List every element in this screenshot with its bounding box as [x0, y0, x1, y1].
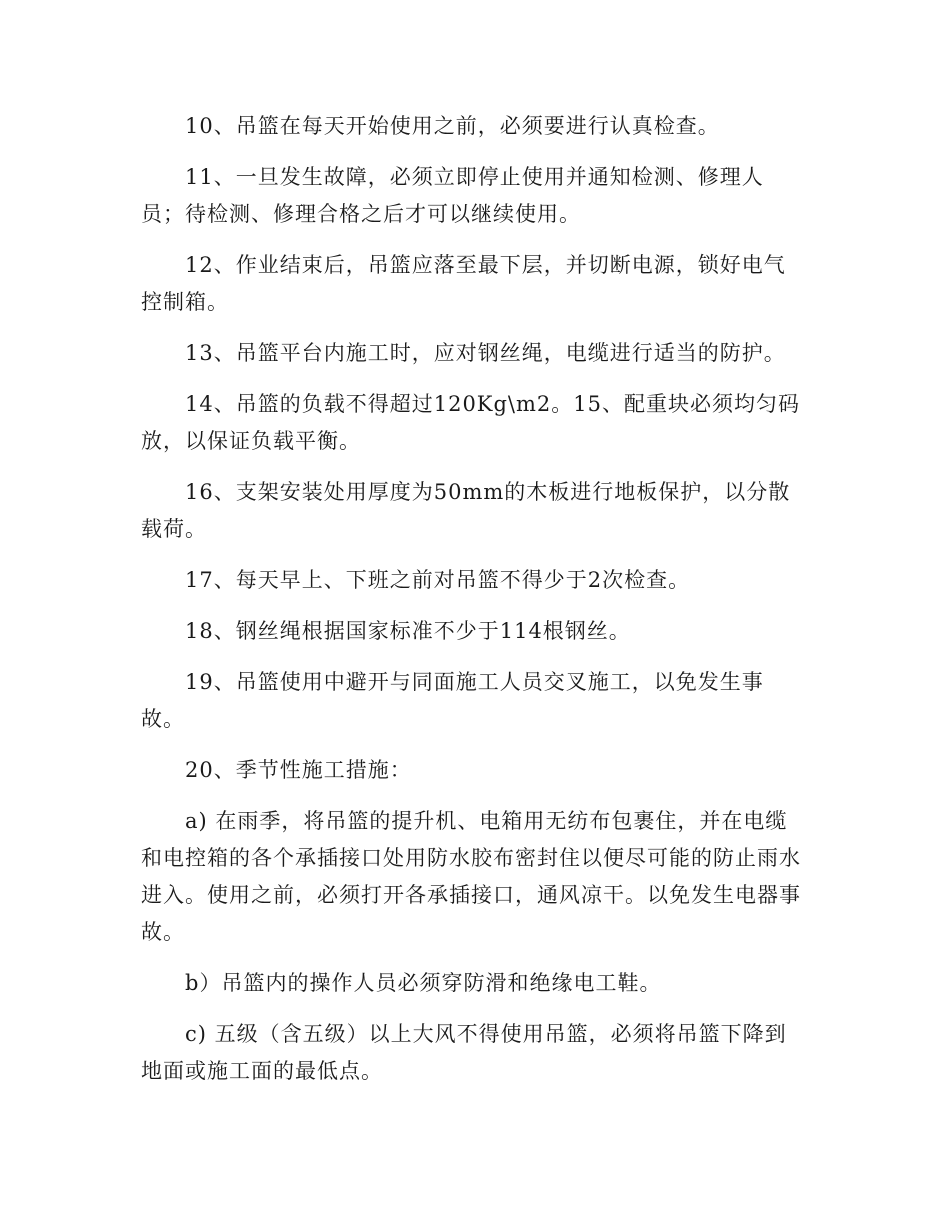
paragraph-20a: a) 在雨季，将吊篮的提升机、电箱用无纺布包裹住，并在电缆和电控箱的各个承插接口处用防水胶布密封住以便尽可能的防止雨水进入。使用之前，必须打开各承插接口，通风凉干。以免发生电器事故。 [141, 809, 801, 944]
paragraph-12: 12、作业结束后，吊篮应落至最下层，并切断电源，锁好电气控制箱。 [141, 253, 786, 314]
paragraph-11: 11、一旦发生故障，必须立即停止使用并通知检测、修理人员；待检测、修理合格之后才可以继续使用。 [141, 165, 764, 226]
paragraph-20c: c) 五级（含五级）以上大风不得使用吊篮，必须将吊篮下降到地面或施工面的最低点。 [141, 1022, 787, 1083]
paragraph-19: 19、吊篮使用中避开与同面施工人员交叉施工，以免发生事故。 [141, 670, 764, 731]
paragraph-18: 18、钢丝绳根据国家标准不少于114根钢丝。 [185, 619, 631, 643]
document-body [141, 108, 801, 1090]
paragraph-20b: b）吊篮内的操作人员必须穿防滑和绝缘电工鞋。 [185, 971, 662, 995]
paragraph-20: 20、季节性施工措施： [185, 758, 412, 782]
paragraph-16: 16、支架安装处用厚度为50mm的木板进行地板保护，以分散载荷。 [141, 480, 791, 541]
paragraph-14-15: 14、吊篮的负载不得超过120Kg\m2。15、配重块必须均匀码放，以保证负载平衡。 [141, 392, 801, 453]
paragraph-17: 17、每天早上、下班之前对吊篮不得少于2次检查。 [185, 568, 691, 592]
paragraph-10: 10、吊篮在每天开始使用之前，必须要进行认真检查。 [185, 114, 720, 138]
paragraph-13: 13、吊篮平台内施工时，应对钢丝绳，电缆进行适当的防护。 [185, 341, 786, 365]
